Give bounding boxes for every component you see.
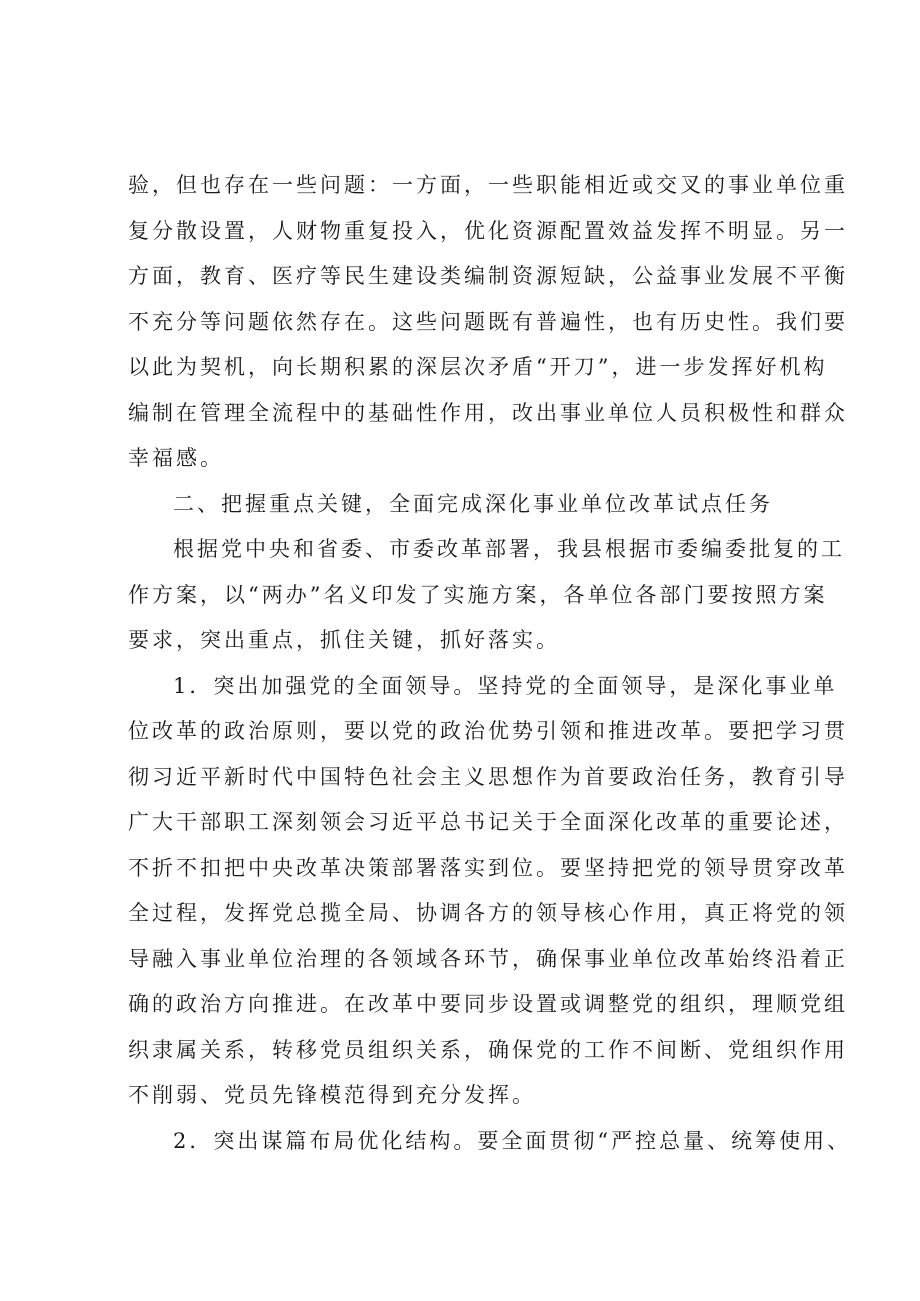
text-line: 作方案，以“两办”名义印发了实施方案，各单位各部门要按照方案 xyxy=(128,582,828,607)
paragraph xyxy=(128,1119,852,1165)
text-line: 2．突出谋篇布局优化结构。要全面贯彻“严控总量、统筹使用、 xyxy=(173,1128,852,1153)
text-line: 1．突出加强党的全面领导。坚持党的全面领导，是深化事业单 xyxy=(173,673,838,698)
text-line: 确的政治方向推进。在改革中要同步设置或调整党的组织，理顺党组 xyxy=(128,992,848,1016)
text-line: 验，但也存在一些问题：一方面，一些职能相近或交叉的事业单位重 xyxy=(128,173,848,197)
document-body xyxy=(128,163,852,1164)
text-line: 广大干部职工深刻领会习近平总书记关于全面深化改革的重要论述， xyxy=(128,810,848,834)
text-line: 不充分等问题依然存在。这些问题既有普遍性，也有历史性。我们要 xyxy=(128,309,848,334)
text-line: 彻习近平新时代中国特色社会主义思想作为首要政治任务，教育引导 xyxy=(128,764,848,789)
text-line: 位改革的政治原则，要以党的政治优势引领和推进改革。要把学习贯 xyxy=(128,719,848,743)
text-line: 不削弱、党员先锋模范得到充分发挥。 xyxy=(128,1083,536,1107)
paragraph xyxy=(128,527,845,664)
text-line: 不折不扣把中央改革决策部署落实到位。要坚持把党的领导贯穿改革 xyxy=(128,855,848,880)
paragraph xyxy=(128,163,848,482)
paragraph xyxy=(128,664,848,1119)
text-line: 二、把握重点关键，全面完成深化事业单位改革试点任务 xyxy=(173,491,773,516)
text-line: 以此为契机，向长期积累的深层次矛盾“开刀”，进一步发挥好机构 xyxy=(128,355,828,379)
text-line: 幸福感。 xyxy=(128,446,224,470)
text-line: 方面，教育、医疗等民生建设类编制资源短缺，公益事业发展不平衡 xyxy=(128,264,848,288)
text-line: 要求，突出重点，抓住关键，抓好落实。 xyxy=(128,628,560,652)
text-line: 全过程，发挥党总揽全局、协调各方的领导核心作用，真正将党的领 xyxy=(128,901,848,925)
paragraph xyxy=(128,482,828,528)
text-line: 编制在管理全流程中的基础性作用，改出事业单位人员积极性和群众 xyxy=(128,400,848,425)
text-line: 导融入事业单位治理的各领域各环节，确保事业单位改革始终沿着正 xyxy=(128,946,848,971)
text-line: 根据党中央和省委、市委改革部署，我县根据市委编委批复的工 xyxy=(173,537,845,561)
text-line: 复分散设置，人财物重复投入，优化资源配置效益发挥不明显。另一 xyxy=(128,218,848,243)
text-line: 织隶属关系，转移党员组织关系，确保党的工作不间断、党组织作用 xyxy=(128,1037,848,1062)
